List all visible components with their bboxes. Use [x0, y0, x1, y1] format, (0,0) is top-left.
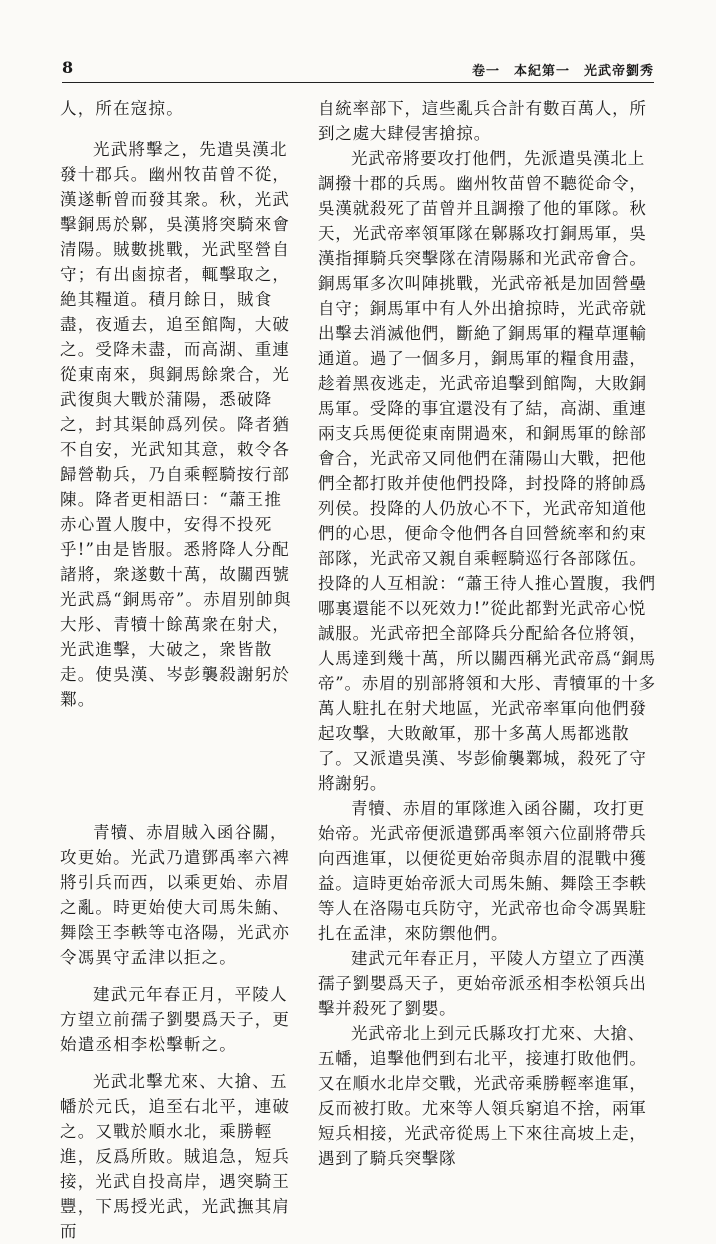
classical-paragraph: 青犢、赤眉賊入函谷關，攻更始。光武乃遣鄧禹率六裨將引兵而西，以乘更始、赤眉之亂。時更始使大司馬朱鮪、舞陰王李軼等屯洛陽，光武亦令馮異守孟津以拒之。 — [60, 823, 291, 967]
classical-paragraph: 光武北擊尤來、大搶、五幡於元氏，追至右北平，連破之。又戰於順水北，乘勝輕進，反爲所敗。賊追急，短兵接，光武自投高岸，遇突騎王豐，下馬授光武，光武撫其肩而 — [60, 1072, 291, 1241]
classical-paragraph: 人，所在寇掠。 — [60, 99, 184, 118]
translation-column — [318, 96, 658, 1171]
translation-paragraph: 建武元年春正月，平陵人方望立了西漢孺子劉嬰爲天子，更始帝派丞相李松領兵出擊并殺死了劉嬰。 — [318, 949, 647, 1018]
classical-paragraph: 光武將擊之，先遣吳漢北發十郡兵。幽州牧苗曾不從，漢遂斬曾而發其衆。秋，光武擊銅馬於鄡，吳漢將突騎來會清陽。賊數挑戰，光武堅營自守；有出鹵掠者，輒擊取之，絶其糧道。積月餘日，賊食盡，夜遁去，追至館陶，大破之。受降未盡，而高湖、重連從東南來，與銅馬餘衆合，光武復與大戰於蒲陽，悉破降之，封其渠帥爲列侯。降者猶不自安，光武知其意，敕令各歸營勒兵，乃自乘輕騎按行部陳。降者更相語曰：“蕭王推赤心置人腹中，安得不投死乎!”由是皆服。悉將降人分配諸將，衆遂數十萬，故關西號光武爲“銅馬帝”。赤眉别帥與大彤、青犢十餘萬衆在射犬，光武進擊，大破之，衆皆散走。使吳漢、岑彭襲殺謝躬於鄴。 — [60, 140, 292, 709]
page-header — [62, 56, 654, 83]
translation-paragraph: 自統率部下，這些亂兵合計有數百萬人，所到之處大肆侵害搶掠。 — [318, 99, 647, 143]
translation-paragraph: 光武帝將要攻打他們，先派遣吳漢北上調撥十郡的兵馬。幽州牧苗曾不聽從命令，吳漢就殺死了苗曾并且調撥了他的軍隊。秋天，光武帝率領軍隊在鄡縣攻打銅馬軍，吳漢指揮騎兵突擊隊在清陽縣和光武帝會合。銅馬軍多次叫陣挑戰，光武帝衹是加固營壘自守；銅馬軍中有人外出搶掠時，光武帝就出擊去消滅他們，斷絶了銅馬軍的糧草運輸通道。過了一個多月，銅馬軍的糧食用盡，趁着黑夜逃走，光武帝追擊到館陶，大敗銅馬軍。受降的事宜還没有了結，高湖、重連兩支兵馬便從東南開過來，和銅馬軍的餘部會合，光武帝又同他們在蒲陽山大戰，把他們全都打敗并使他們投降，封投降的將帥爲列侯。投降的人仍放心不下，光武帝知道他們的心思，便命令他們各自回營統率和約束部隊，光武帝又親自乘輕騎巡行各部隊伍。投降的人互相說：“蕭王待人推心置腹，我們哪裏還能不以死效力!”從此都對光武帝心悦誠服。光武帝把全部降兵分配給各位將領，人馬達到幾十萬，所以關西稱光武帝爲“銅馬帝”。赤眉的别部將領和大彤、青犢軍的十多萬人駐扎在射犬地區，光武帝率軍向他們發起攻擊，大敗敵軍，那十多萬人馬都逃散了。又派遣吳漢、岑彭偷襲鄴城，殺死了守將謝躬。 — [318, 149, 656, 793]
translation-paragraph: 光武帝北上到元氏縣攻打尤來、大搶、五幡，追擊他們到右北平，接連打敗他們。又在順水北岸交戰，光武帝乘勝輕率進軍，反而被打敗。尤來等人領兵窮追不捨，兩軍短兵相接，光武帝從馬上下來往高坡上走，遇到了騎兵突擊隊 — [318, 1024, 647, 1168]
running-title: 卷一 本紀第一 光武帝劉秀 — [471, 64, 654, 79]
translation-paragraph: 青犢、赤眉的軍隊進入函谷關，攻打更始帝。光武帝便派遣鄧禹率領六位副將帶兵向西進軍，以便從更始帝與赤眉的混戰中獲益。這時更始帝派大司馬朱鮪、舞陰王李軼等人在洛陽屯兵防守，光武帝也命令馮異駐扎在孟津，來防禦他們。 — [318, 799, 647, 943]
page-number: 8 — [62, 58, 74, 77]
classical-text-column — [60, 96, 296, 1244]
classical-paragraph: 建武元年春正月，平陵人方望立前孺子劉嬰爲天子，更始遣丞相李松擊斬之。 — [60, 985, 291, 1054]
